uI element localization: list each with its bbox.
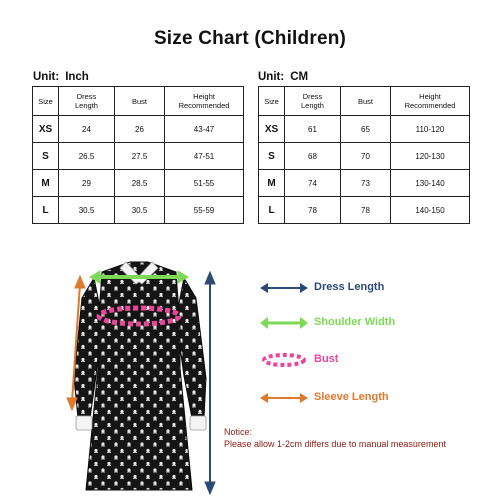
notice-heading: Notice: — [224, 427, 253, 437]
size-cell: XS — [33, 116, 59, 143]
table-cell: 26 — [115, 116, 165, 143]
legend-bust — [258, 351, 498, 369]
legend-sleeve-length — [258, 389, 498, 407]
dress-right-cuff — [190, 416, 206, 430]
table-cell: 43-47 — [165, 116, 244, 143]
table-cell: 51-55 — [165, 170, 244, 197]
legend-shoulder-width — [258, 314, 498, 332]
notice-box — [224, 426, 446, 450]
size-cell: M — [33, 170, 59, 197]
shoulder-width-arrow-icon — [258, 314, 310, 332]
table-row — [33, 143, 244, 170]
table-row — [259, 116, 470, 143]
unit-prefix: Unit: — [258, 71, 285, 83]
table-cell: 70 — [341, 143, 391, 170]
dress-length-arrow — [205, 272, 215, 494]
table-cell: 27.5 — [115, 143, 165, 170]
size-cell: M — [259, 170, 285, 197]
table-cell: 28.5 — [115, 170, 165, 197]
unit-label-inch — [33, 71, 89, 83]
table-cell: 26.5 — [59, 143, 115, 170]
table-cell: 78 — [285, 197, 341, 224]
table-cell: 110-120 — [391, 116, 470, 143]
column-header: Size — [33, 87, 59, 116]
table-cell: 30.5 — [115, 197, 165, 224]
legend-label: Sleeve Length — [314, 391, 389, 403]
column-header: Height Recommended — [165, 87, 244, 116]
dress-body — [86, 262, 192, 490]
table-cell: 73 — [341, 170, 391, 197]
size-table-inch — [32, 86, 244, 224]
table-row — [33, 116, 244, 143]
column-header: Dress Length — [285, 87, 341, 116]
size-cell: S — [33, 143, 59, 170]
unit-value: CM — [290, 71, 309, 83]
table-row — [259, 170, 470, 197]
table-cell: 68 — [285, 143, 341, 170]
unit-value: Inch — [65, 71, 89, 83]
table-cell: 55-59 — [165, 197, 244, 224]
page-title: Size Chart (Children) — [153, 28, 347, 49]
column-header: Bust — [341, 87, 391, 116]
dress-illustration — [60, 258, 230, 500]
legend-label: Shoulder Width — [314, 316, 396, 328]
table-cell: 47-51 — [165, 143, 244, 170]
column-header: Size — [259, 87, 285, 116]
column-header: Height Recommended — [391, 87, 470, 116]
unit-prefix: Unit: — [33, 71, 60, 83]
size-cell: S — [259, 143, 285, 170]
column-header: Bust — [115, 87, 165, 116]
table-cell: 130-140 — [391, 170, 470, 197]
bust-dotted-icon — [258, 351, 310, 369]
size-cell: XS — [259, 116, 285, 143]
table-cell: 74 — [285, 170, 341, 197]
table-row — [259, 197, 470, 224]
table-cell: 61 — [285, 116, 341, 143]
legend-dress-length — [258, 279, 498, 297]
table-cell: 30.5 — [59, 197, 115, 224]
table-cell: 120-130 — [391, 143, 470, 170]
table-cell: 65 — [341, 116, 391, 143]
size-cell: L — [33, 197, 59, 224]
dress-left-cuff — [76, 416, 92, 430]
unit-label-cm — [258, 71, 308, 83]
sleeve-length-arrow-icon — [258, 389, 310, 407]
table-cell: 78 — [341, 197, 391, 224]
size-table-cm — [258, 86, 470, 224]
table-row — [33, 197, 244, 224]
legend-label: Bust — [314, 353, 339, 365]
column-header: Dress Length — [59, 87, 115, 116]
table-cell: 24 — [59, 116, 115, 143]
table-row — [259, 143, 470, 170]
size-cell: L — [259, 197, 285, 224]
dress-length-arrow-icon — [258, 279, 310, 297]
table-cell: 29 — [59, 170, 115, 197]
legend-label: Dress Length — [314, 281, 385, 293]
table-cell: 140-150 — [391, 197, 470, 224]
notice-text: Please allow 1-2cm differs due to manual measurement — [224, 439, 446, 449]
table-row — [33, 170, 244, 197]
